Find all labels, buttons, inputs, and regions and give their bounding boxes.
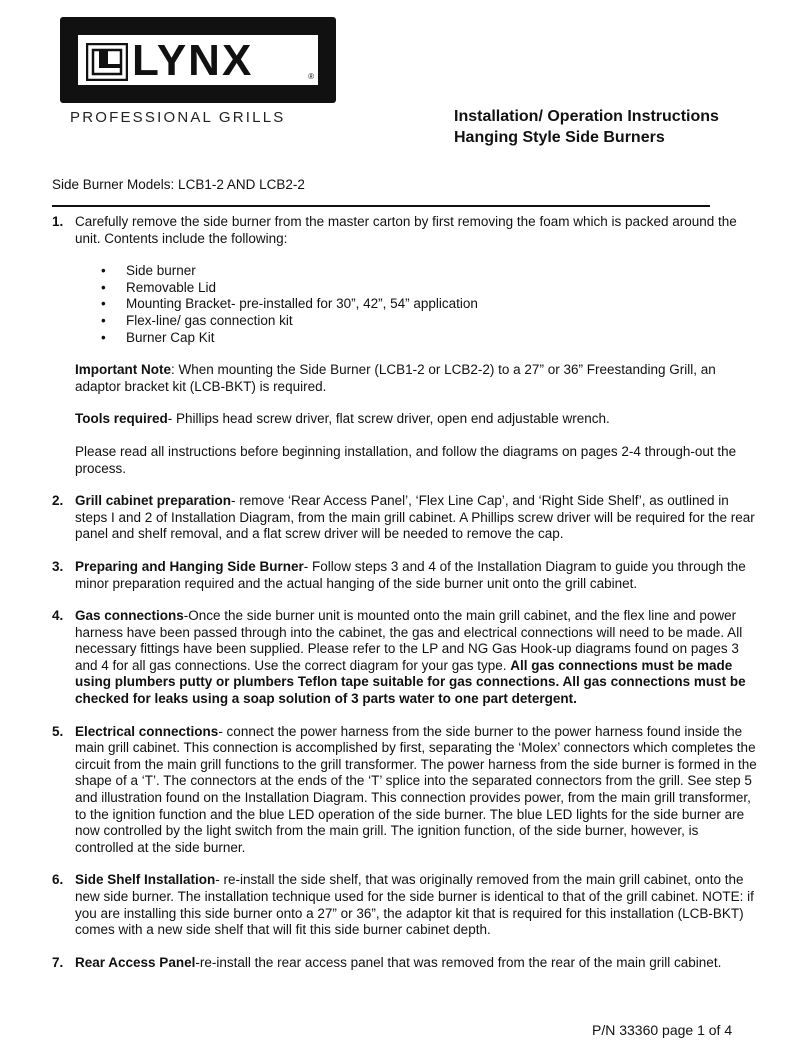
list-item: • Flex-line/ gas connection kit <box>126 313 758 330</box>
logo-tagline: PROFESSIONAL GRILLS <box>70 109 286 126</box>
title-line-2: Hanging Style Side Burners <box>454 129 665 146</box>
item-number: 7. <box>52 954 64 970</box>
instructions <box>52 214 758 987</box>
item-body <box>75 724 758 857</box>
item-warning: All gas connections must be made using plumbers putty or plumbers Teflon tape suitable for gas connections. All gas connections must be checked for leaks using a soap solution of 3 parts water to one part detergent. <box>75 657 746 707</box>
list-item: • Burner Cap Kit <box>126 330 758 347</box>
item-text: - re-install the side shelf, that was originally removed from the main grill cabinet, onto the new side burner. The installation technique used for the side burner is identical to that of the grill cabinet. NOTE: if you are installing this side burner onto a 27” or 36”, the adaptor kit that is required for this installation (LCB-BKT) comes with a new side shelf that will fit this side burner cabinet depth. <box>75 872 754 938</box>
instruction-item-5 <box>52 724 758 857</box>
logo-wordmark: LYNX <box>132 36 254 85</box>
list-item: • Side burner <box>126 263 758 280</box>
logo-inner-panel <box>76 33 320 87</box>
header-rule <box>52 205 710 207</box>
item-text: - remove ‘Rear Access Panel’, ‘Flex Line Cap’, and ‘Right Side Shelf’, as outlined in steps I and 2 of Installation Diagram, from the main grill cabinet. A Phillips screw driver will be required for the rear panel and shelf removal, and a flat screw driver will be needed to remove the cap. <box>75 493 755 542</box>
tools-required <box>75 411 758 428</box>
item-label: Side Shelf Installation <box>75 872 216 888</box>
item-intro: Carefully remove the side burner from the master carton by first removing the foam which is packed around the unit. Contents include the following: <box>75 214 737 246</box>
item-body <box>75 559 758 592</box>
item-body <box>75 955 758 972</box>
instruction-item-1 <box>52 214 758 477</box>
item-number: 6. <box>52 872 64 888</box>
list-item: • Removable Lid <box>126 280 758 297</box>
title-line-1: Installation/ Operation Instructions <box>454 108 719 125</box>
item-label: Grill cabinet preparation <box>75 493 232 509</box>
item-body <box>75 872 758 938</box>
item-number: 2. <box>52 493 64 509</box>
item-number: 5. <box>52 723 64 739</box>
list-item: • Mounting Bracket- pre-installed for 30”, 42”, 54” application <box>126 296 758 313</box>
item-text: -re-install the rear access panel that was removed from the rear of the main grill cabinet. <box>195 954 722 970</box>
item-number: 4. <box>52 608 64 624</box>
read-instructions-text: Please read all instructions before beginning installation, and follow the diagrams on pages 2-4 through-out the process. <box>75 443 737 476</box>
item-number: 3. <box>52 558 64 574</box>
instruction-item-3 <box>52 559 758 592</box>
tools-required-label: Tools required <box>75 411 168 427</box>
item-label: Gas connections <box>75 608 184 624</box>
lynx-logo <box>58 17 340 127</box>
item-text: -Once the side burner unit is mounted onto the main grill cabinet, and the flex line and power harness have been passed through into the cabinet, the gas and electrical connections will need to be made. All necessary fittings have been supplied. Please refer to the LP and NG Gas Hook-up diagrams found on pages 3 and 4 for all gas connections. Use the correct diagram for your gas type. <box>75 608 743 673</box>
item-number: 1. <box>52 214 64 229</box>
item-body <box>75 493 758 543</box>
logo-frame <box>60 17 336 103</box>
item-label: Rear Access Panel <box>75 954 196 970</box>
page-footer: P/N 33360 page 1 of 4 <box>592 1022 733 1038</box>
instruction-item-2 <box>52 493 758 543</box>
important-note-text: : When mounting the Side Burner (LCB1-2 or LCB2-2) to a 27” or 36” Freestanding Grill, an adaptor bracket kit (LCB-BKT) is required. <box>75 362 716 394</box>
tools-required-text: - Phillips head screw driver, flat screw driver, open end adjustable wrench. <box>167 411 610 427</box>
item-text: - connect the power harness from the side burner to the power harness found inside the main grill cabinet. This connection is accomplished by first, separating the ‘Molex’ connectors which completes the circuit from the main grill functions to the grill transformer. The power harness from the side burner is formed in the shape of a ‘T’. The connectors at the ends of the ‘T’ splice into the separated connectors from the grill. See step 5 and illustration found on the Installation Diagram. This connection provides power, from the main grill transformer, to the ignition function and the blue LED operation of the side burner. The blue LED lights for the side burner are now controlled by the light switch from the main grill. The ignition function, of the side burner, however, is controlled at the side burner. <box>75 723 757 855</box>
item-label: Preparing and Hanging Side Burner <box>75 558 304 574</box>
important-note-label: Important Note <box>75 362 171 378</box>
item-label: Electrical connections <box>75 723 219 739</box>
item-body <box>75 608 758 708</box>
instruction-item-7 <box>52 955 758 972</box>
item-text: - Follow steps 3 and 4 of the Installation Diagram to guide you through the minor preparation required and the actual hanging of the side burner unit onto the grill cabinet. <box>75 558 746 591</box>
contents-list <box>75 263 758 346</box>
document-title <box>454 106 719 148</box>
instruction-item-4 <box>52 608 758 708</box>
important-note <box>75 362 758 395</box>
instruction-item-6 <box>52 872 758 938</box>
models-line: Side Burner Models: LCB1-2 AND LCB2-2 <box>52 177 305 192</box>
item-body <box>75 214 758 477</box>
lynx-mark-icon <box>86 43 128 81</box>
registered-mark: ® <box>308 72 314 81</box>
